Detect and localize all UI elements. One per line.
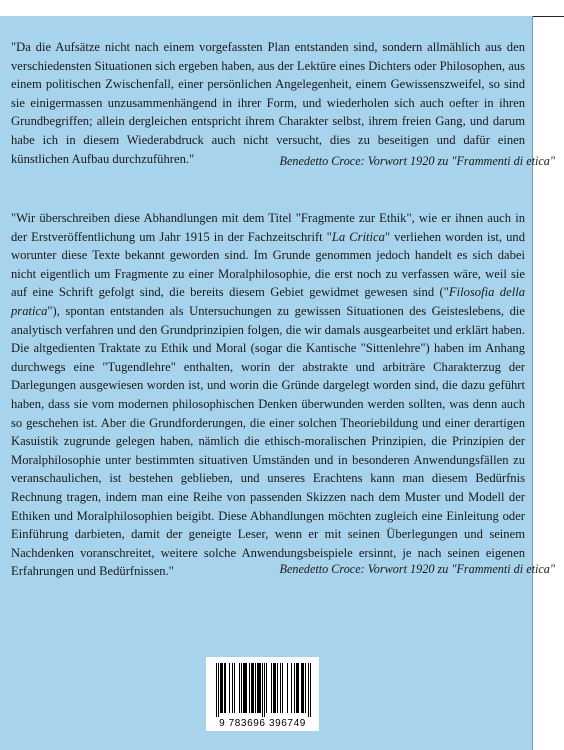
quote-second-part-1: "Wir überschreiben diese Abhandlungen mit dem Titel "Fragmente zur Ethik", wie er ihnen auch in der Erstveröffentlichung um Jahr 1915 in der Fachzeitschrift " [11,211,525,244]
barcode-bar [251,663,252,713]
barcode-bar [257,663,258,713]
barcode-bar [232,663,233,713]
barcode-bar [259,663,260,713]
barcode-bar [294,663,295,713]
barcode-bar [271,663,272,713]
barcode-bar [298,663,299,713]
barcode-bar [305,663,306,713]
barcode-bar [218,663,219,717]
barcode-bar [249,663,250,713]
barcode-bar [253,663,254,713]
barcode-bar [264,663,265,717]
barcode-bar [282,663,283,713]
barcode-bar [234,663,235,713]
barcode-bar [225,663,226,713]
barcode-bar [243,663,244,713]
barcode-bar [221,663,222,713]
quote-second-attribution: Benedetto Croce: Vorwort 1920 zu "Frammenti di etica" [279,562,555,576]
isbn-number: 9 783696 396749 [219,718,306,729]
barcode-bar [303,663,304,713]
cover-edge-line [532,16,533,750]
barcode-bar [291,663,292,713]
book-title: Filosofia della pratica [11,285,525,318]
barcode-bar [216,663,217,717]
barcode-bars [206,657,319,719]
barcode-bar [275,663,276,713]
barcode-bar [239,663,240,713]
barcode-bar [280,663,281,713]
barcode-bar [301,663,302,713]
barcode-bar [297,663,298,713]
barcode-bar [273,663,274,713]
barcode-bar [245,663,246,713]
journal-title: La Critica [331,229,385,244]
quote-second [11,209,525,581]
barcode-bar [262,663,263,717]
barcode-bar [277,663,278,713]
barcode-bar [241,663,242,713]
barcode-bar [258,663,259,713]
barcode-bar [308,663,309,717]
isbn-barcode [206,657,319,731]
barcode-bar [274,663,275,713]
barcode-bar [222,663,223,713]
barcode-bar [255,663,256,713]
barcode-bar [246,663,247,713]
barcode-bar [224,663,225,713]
barcode-bar [220,663,221,713]
barcode-bar [229,663,230,713]
barcode-bar [296,663,297,713]
barcode-bar [252,663,253,713]
quote-second-part-3: "), spontan entstanden als Untersuchungen zu gewissen Situationen des Geisteslebens, die analytisch verfahren und den Grundprinzipien folgen, die wir damals ausgearbeitet und erklärt haben. Die altgedienten Traktate zu Ethik und Moral (sogar die Kantische "Sittenlehre") haben im Anhang durchwegs eine "Tugendlehre" enthalten, worin der abstrakte und arbiträre Charakterzug der Darlegungen ausgewiesen worden ist, und worin die Gründe dargelegt worden sind, die dazu geführt haben, dass sie vom modernen philosophischen Denken überwunden werden sollten, was denn auch so geschehen ist. Aber die Grundforderungen, die einer solchen Theoriebildung und einer derartigen Kasuistik zugrunde gelegen haben, nämlich die ethisch-moralischen Prinzipien, die Prinzipien der Moralphilosophie unter bestimmten situativen Umständen und in besonderen Anwendungsfällen zu veranschaulichen, ist bestehen geblieben, und unseres Erachtens kann man diesem Bedürfnis Rechnung tragen, indem man eine Reihe von passenden Skizzen nach dem Muster und Modell der Ethiken und Moralphilosophien beigibt. Diese Abhandlungen möchten zugleich eine Einleitung oder Einführung darbieten, damit der geneigte Leser, wenn er mit seinen Überlegungen und seinem Nachdenken voranschreitet, weitere solche Anwendungsbeispiele ersinnt, je nach seinen eigenen Erfahrungen und Bedürfnissen." [11,303,525,579]
barcode-bar [260,663,261,713]
quote-first-attribution: Benedetto Croce: Vorwort 1920 zu "Frammenti di etica" [279,154,555,168]
quote-second-part-2: " verliehen worden ist, und worunter diese Texte bekannt geworden sind. Im Grunde genommen jedoch handelt es sich dabei nicht eigentlich um Fragmente zu einer Moralphilosophie, die erst noch zu verfassen wäre, weil sie auf eine Schrift gefolgt sind, die bereits diesem Gebiet gewidmet gewesen sind (" [11,229,525,300]
barcode-bar [266,663,267,713]
quote-first: "Da die Aufsätze nicht nach einem vorgefassten Plan entstanden sind, sondern allmählich aus den verschiedensten Situationen sich ergeben haben, aus der Lektüre eines Dichters oder Philosophen, aus einem politischen Zwischenfall, einer persönlichen Angelegenheit, einem Gewissenszweifel, so sind sie einigermassen unzusammenhängend in ihrer Form, und wiederholen sich auch oefter in ihren Grundbegriffen; allein dergleichen entspricht ihrem Charakter selbst, ihrem freien Gang, und darum habe ich in diesem Wiederabdruck auch nicht versucht, dies zu beseitigen und dafür einen künstlichen Aufbau durchzuführen." [11,40,525,166]
barcode-bar [287,663,288,713]
barcode-bar [310,663,311,717]
top-rule-line [533,16,564,17]
barcode-bar [244,663,245,713]
barcode-bar [302,663,303,713]
